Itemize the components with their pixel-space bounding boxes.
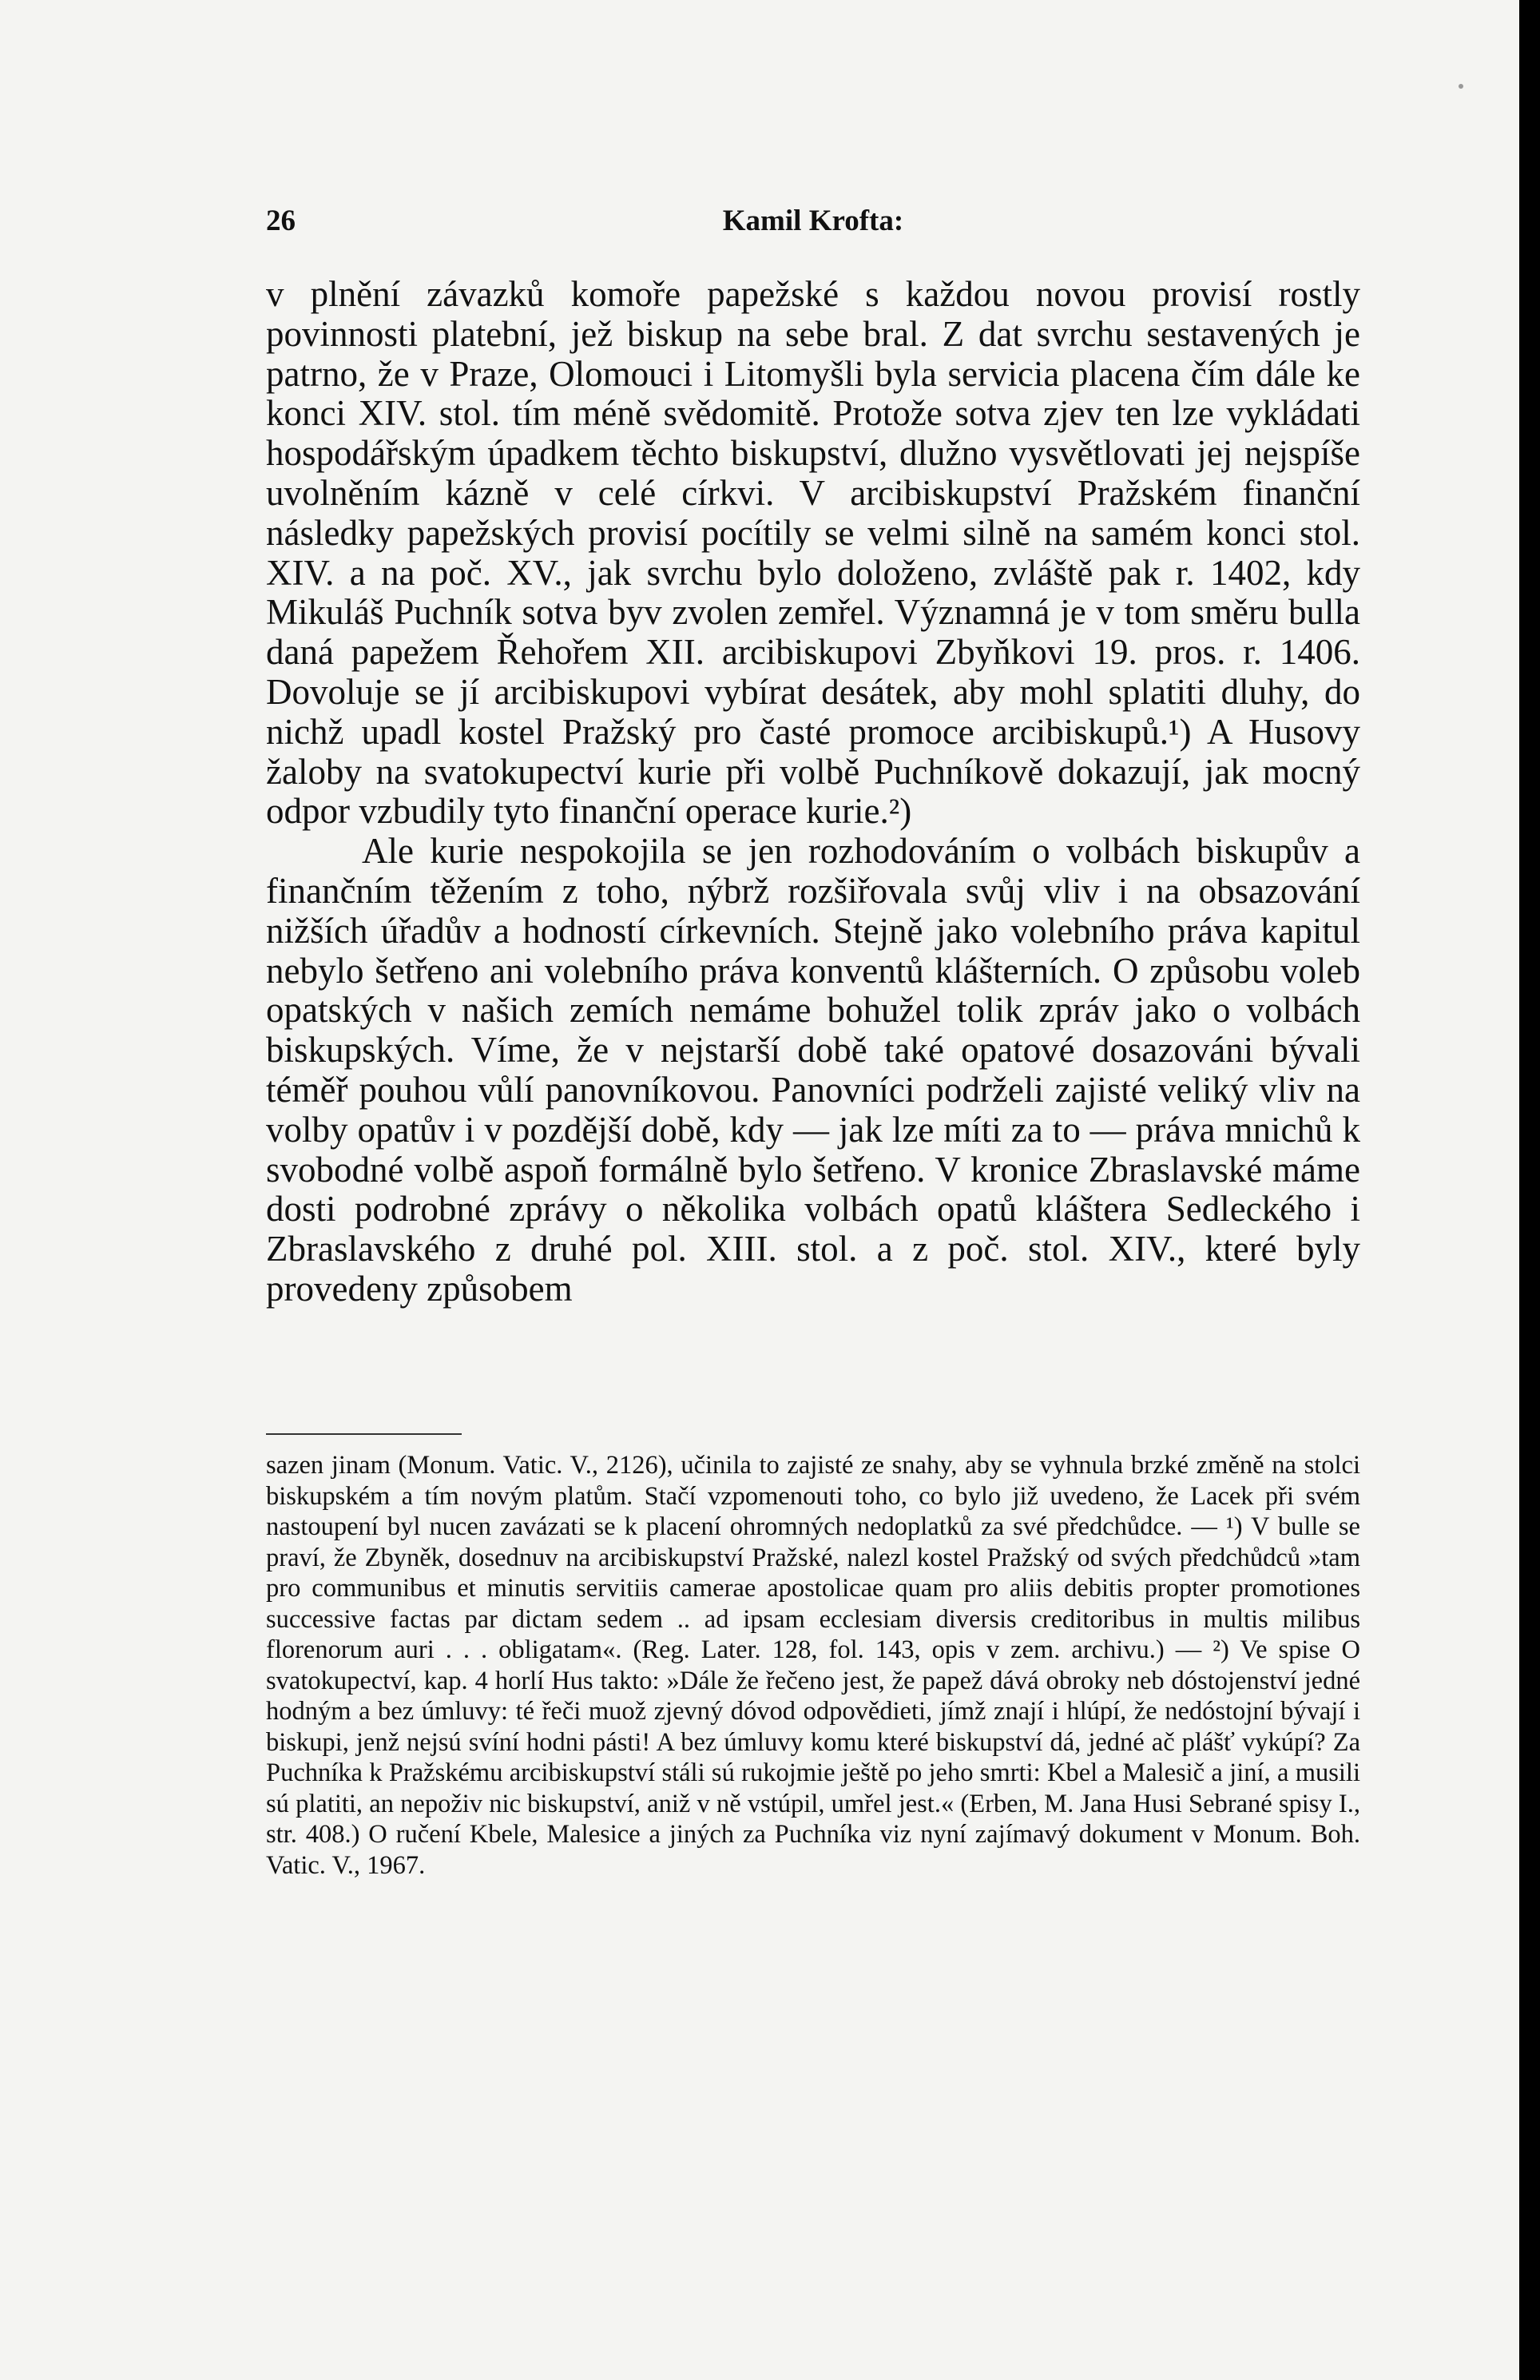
page-header: [266, 204, 1360, 244]
footnote-divider: [266, 1433, 462, 1435]
running-head: Kamil Krofta:: [722, 205, 904, 237]
scan-speck: [1459, 84, 1463, 89]
footnote-text: sazen jinam (Monum. Vatic. V., 2126), učinila to zajisté ze snahy, aby se vyhnula brzké změně na stolci biskupském a tím novým platům. Stačí vzpomenouti toho, co bylo již uvedeno, že Lacek při svém nastoupení byl nucen zavázati se k placení ohromných nedoplatků za své předchůdce. — ¹) V bulle se praví, že Zbyněk, dosednuv na arcibiskupství Pražské, nalezl kostel Pražský od svých předchůdců »tam pro communibus et minutis servitiis camerae apostolicae quam pro aliis debitis propter promotiones successive factas par dictam sedem .. ad ipsam ecclesiam diversis creditoribus in multis milibus florenorum auri . . . obligatam«. (Reg. Later. 128, fol. 143, opis v zem. archivu.) — ²) Ve spise O svatokupectví, kap. 4 horlí Hus takto: »Dále že řečeno jest, že papež dává obroky neb dóstojenství jedné hodným a bez úmluvy: té řeči muož zjevný dóvod odpovědieti, jímž znají i hlúpí, že nedóstojní bývají i biskupi, jenž nejsú svíní hodni pásti! A bez úmluvy komu které biskupství dá, jedné ač plášť vykúpí? Za Puchníka k Pražskému arcibiskupství stáli sú rukojmie ještě po jeho smrti: Kbel a Malesič a jiní, a musili sú platiti, an nepoživ nic biskupství, aniž v ně vstúpil, umřel jest.« (Erben, M. Jana Husi Sebrané spisy I., str. 408.) O ručení Kbele, Malesice a jiných za Puchníka viz nyní zajímavý dokument v Monum. Boh. Vatic. V., 1967.: [266, 1451, 1360, 1880]
footnotes: [266, 1450, 1360, 1881]
main-text: [266, 275, 1360, 1309]
page-number: 26: [266, 205, 296, 237]
paragraph: v plnění závazků komoře papežské s každou novou provisí rostly povinnosti platební, jež biskup na sebe bral. Z dat svrchu sestavených je patrno, že v Praze, Olomouci i Litomyšli byla servicia placena čím dále ke konci XIV. stol. tím méně svědomitě. Protože sotva zjev ten lze vykládati hospodářským úpadkem těchto biskupství, dlužno vysvětlovati jej nejspíše uvolněním kázně v celé církvi. V arcibiskupství Pražském finanční následky papežských provisí pocítily se velmi silně na samém konci stol. XIV. a na poč. XV., jak svrchu bylo doloženo, zvláště pak r. 1402, kdy Mikuláš Puchník sotva byv zvolen zemřel. Významná je v tom směru bulla daná papežem Řehořem XII. arcibiskupovi Zbyňkovi 19. pros. r. 1406. Dovoluje se jí arcibiskupovi vybírat desátek, aby mohl splatiti dluhy, do nichž upadl kostel Pražský pro časté promoce arcibiskupů.¹) A Husovy žaloby na svatokupectví kurie při volbě Puchníkově dokazují, jak mocný odpor vzbudily tyto finanční operace kurie.²): [266, 274, 1360, 832]
paragraph: Ale kurie nespokojila se jen rozhodováním o volbách biskupův a finančním těžením z toho, nýbrž rozšiřovala svůj vliv i na obsazování nižších úřadův a hodností církevních. Stejně jako volebního práva kapitul nebylo šetřeno ani volebního práva konventů klášterních. O způsobu voleb opatských v našich zemích nemáme bohužel tolik zpráv jako o volbách biskupských. Víme, že v nejstarší době také opatové dosazováni bývali téměř pouhou vůlí panovníkovou. Panovníci podrželi zajisté veliký vliv na volby opatův i v pozdější době, kdy — jak lze míti za to — práva mnichů k svobodné volbě aspoň formálně bylo šetřeno. V kronice Zbraslavské máme dosti podrobné zprávy o několika volbách opatů kláštera Sedleckého i Zbraslavského z druhé pol. XIII. stol. a z poč. stol. XIV., které byly provedeny způsobem: [266, 831, 1360, 1309]
scan-border: [1519, 0, 1540, 2380]
